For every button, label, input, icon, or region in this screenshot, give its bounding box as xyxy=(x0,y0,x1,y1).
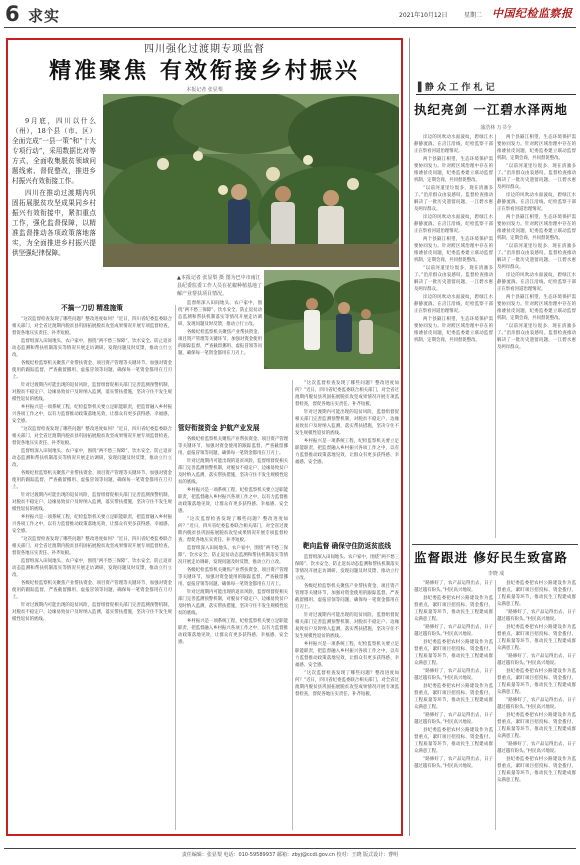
body-paragraph: 针对过渡期内可能出现的返贫风险，监督组督促相关部门完善监测预警机制，对脱贫不稳定户、边缘易致贫户及时纳入监测，落实帮扶措施，坚决守住不发生规模性返贫的底线。 xyxy=(178,590,288,616)
body-paragraph: 各级纪检监察机关聚焦产业帮扶资金、项目资产管理等关键环节，加强对资金使用的跟踪监督，严查截留挪用、虚报冒领等问题，确保每一笔资金都用在刀刃上。 xyxy=(178,568,288,587)
body-paragraph: 针对过渡期内可能出现的返贫风险，监督组督促相关部门完善监测预警机制，对脱贫不稳定户、边缘易致贫户及时纳入监测，落实帮扶措施，坚决守住不发生规模性返贫的底线。 xyxy=(12,603,172,622)
body-paragraph: “这次监督检查发现了哪些问题？整改进度如何？”近日，四川省纪委监委联合相关部门，对全省过渡期内脱贫县巩固拓展脱贫攻坚成果情况开展专项监督检查，督促各地压实责任、补齐短板。 xyxy=(12,537,172,556)
section-title-left: 不搞一刀切 精准施策 xyxy=(61,304,123,312)
feature-byline: 本报记者 张显梨 xyxy=(186,87,223,93)
body-paragraph: “以前河道里垃圾多，现在清澈多了。”沿岸群众由衷感叹。监督检查推动解决了一批历史遗留问题，一江碧水惠及两岸群众。 xyxy=(414,186,493,212)
body-paragraph: 两个县隔江相望，生态环境保护需要协同发力。针对跨区域治理中存在的推诿扯皮问题，纪委监委建立联动监督机制，定期会商，共同督促整改。 xyxy=(414,237,493,263)
right-article-2-headline[interactable]: 监督跟进 修好民生致富路 xyxy=(414,550,568,565)
right-article-2-body-cont xyxy=(497,580,576,830)
body-column-4 xyxy=(295,380,399,538)
body-paragraph: 两个县隔江相望，生态环境保护需要协同发力。针对跨区域治理中存在的推诿扯皮问题，纪委监委建立联动监督机制，定期会商，共同督促整改。 xyxy=(497,295,576,321)
right-article-1-body xyxy=(414,134,493,538)
body-paragraph: “路修好了，农产品运得出去，日子越过越有盼头。”村民高兴地说。 xyxy=(497,654,576,666)
body-paragraph: 乡村振兴是一项系统工程，纪检监察机关要立足职能职责，把监督融入乡村振兴各项工作之中，以有力监督推动政策落地见效，让群众有更多获得感、幸福感、安全感。 xyxy=(178,619,288,645)
body-column-1 xyxy=(12,316,172,831)
feature-main-photo[interactable] xyxy=(103,94,399,267)
feature-sub-photo[interactable] xyxy=(264,270,400,369)
body-paragraph: “这次监督检查发现了哪些问题？整改进度如何？”近日，四川省纪委监委联合相关部门，对全省过渡期内脱贫县巩固拓展脱贫攻坚成果情况开展专项监督检查，督促各地压实责任、补齐短板。 xyxy=(295,381,399,407)
body-paragraph: “路修好了，农产品运得出去，日子越过越有盼头。”村民高兴地说。 xyxy=(497,698,576,710)
body-paragraph: “路修好了，农产品运得出去，日子越过越有盼头。”村民高兴地说。 xyxy=(414,625,493,637)
column-divider xyxy=(292,380,293,830)
right-article-1-headline[interactable]: 执纪亮剑 一江碧水泽两地 xyxy=(414,102,568,117)
body-paragraph: 岸边的风吹动水面波纹，碧绿江水静静流淌。在涪江沿线，纪检监察干部正在察看河道治理情况。 xyxy=(414,135,493,154)
body-paragraph: “以前河道里垃圾多，现在清澈多了。”沿岸群众由衷感叹。监督检查推动解决了一批历史遗留问题，一江碧水惠及两岸群众。 xyxy=(497,324,576,350)
body-paragraph: 两个县隔江相望，生态环境保护需要协同发力。针对跨区域治理中存在的推诿扯皮问题，纪委监委建立联动监督机制，定期会商，共同督促整改。 xyxy=(497,215,576,241)
body-paragraph: 各级纪检监察机关聚焦产业帮扶资金、项目资产管理等关键环节，加强对资金使用的跟踪监督，严查截留挪用、虚报冒领等问题，确保每一笔资金都用在刀刃上。 xyxy=(12,471,172,490)
body-paragraph: 岸边的风吹动水面波纹，碧绿江水静静流淌。在涪江沿线，纪检监察干部正在察看河道治理情况。 xyxy=(497,193,576,212)
body-paragraph: 县纪委监委把农村公路建设作为监督重点，紧盯项目招投标、资金拨付、工程质量等环节，推动民生工程建成群众满意工程。 xyxy=(414,640,493,666)
section-title-2: 管好衔接资金 护航产业发展 xyxy=(178,424,260,432)
body-paragraph: 两个县隔江相望，生态环境保护需要协同发力。针对跨区域治理中存在的推诿扯皮问题，纪委监委建立联动监督机制，定期会商，共同督促整改。 xyxy=(414,157,493,183)
body-column-5 xyxy=(295,554,399,830)
page-header xyxy=(0,0,580,30)
body-paragraph: “路修好了，农产品运得出去，日子越过越有盼头。”村民高兴地说。 xyxy=(414,713,493,725)
body-paragraph: 县纪委监委把农村公路建设作为监督重点，紧盯项目招投标、资金拨付、工程质量等环节，推动民生工程建成群众满意工程。 xyxy=(414,728,493,754)
body-paragraph: 各级纪检监察机关聚焦产业帮扶资金、项目资产管理等关键环节，加强对资金使用的跟踪监督，严查截留挪用、虚报冒领等问题，确保每一笔资金都用在刀刃上。 xyxy=(12,361,172,380)
orchard-photo xyxy=(103,94,399,267)
body-paragraph: 县纪委监委把农村公路建设作为监督重点，紧盯项目招投标、资金拨付、工程质量等环节，推动民生工程建成群众满意工程。 xyxy=(497,669,576,695)
body-paragraph: 岸边的风吹动水面波纹，碧绿江水静静流淌。在涪江沿线，纪检监察干部正在察看河道治理情况。 xyxy=(414,215,493,234)
body-paragraph: 针对过渡期内可能出现的返贫风险，监督组督促相关部门完善监测预警机制，对脱贫不稳定户、边缘易致贫户及时纳入监测，落实帮扶措施，坚决守住不发生规模性返贫的底线。 xyxy=(295,613,399,639)
feature-lead xyxy=(12,116,96,258)
body-paragraph: 各级纪检监察机关聚焦产业帮扶资金、项目资产管理等关键环节，加强对资金使用的跟踪监督，严查截留挪用、虚报冒领等问题，确保每一笔资金都用在刀刃上。 xyxy=(12,581,172,600)
body-paragraph: “这次监督检查发现了哪些问题？整改进度如何？”近日，四川省纪委监委联合相关部门，对全省过渡期内脱贫县巩固拓展脱贫攻坚成果情况开展专项监督检查，督促各地压实责任、补齐短板。 xyxy=(295,671,399,697)
body-paragraph: 各级纪检监察机关聚焦产业帮扶资金、项目资产管理等关键环节，加强对资金使用的跟踪监督，严查截留挪用、虚报冒领等问题，确保每一笔资金都用在刀刃上。 xyxy=(295,584,399,610)
body-paragraph: “路修好了，农产品运得出去，日子越过越有盼头。”村民高兴地说。 xyxy=(497,610,576,622)
body-paragraph: “以前河道里垃圾多，现在清澈多了。”沿岸群众由衷感叹。监督检查推动解决了一批历史遗留问题，一江碧水惠及两岸群众。 xyxy=(414,266,493,292)
right-article-2-body xyxy=(414,580,493,830)
issue-date: 2021年10月12日 xyxy=(399,12,448,19)
body-paragraph: 县纪委监委把农村公路建设作为监督重点，紧盯项目招投标、资金拨付、工程质量等环节，推动民生工程建成群众满意工程。 xyxy=(497,581,576,607)
section-title-3: 靶向监督 确保守住防返贫底线 xyxy=(302,542,391,550)
page-number: 6 xyxy=(5,2,20,26)
body-paragraph: 针对过渡期内可能出现的返贫风险，监督组督促相关部门完善监测预警机制，对脱贫不稳定户、边缘易致贫户及时纳入监测，落实帮扶措施，坚决守住不发生规模性返贫的底线。 xyxy=(12,383,172,402)
body-paragraph: 两个县隔江相望，生态环境保护需要协同发力。针对跨区域治理中存在的推诿扯皮问题，纪委监委建立联动监督机制，定期会商，共同督促整改。 xyxy=(414,317,493,343)
column-label-rule xyxy=(416,94,576,95)
body-paragraph: “这次监督检查发现了哪些问题？整改进度如何？”近日，四川省纪委监委联合相关部门，对全省过渡期内脱贫县巩固拓展脱贫攻坚成果情况开展专项监督检查，督促各地压实责任、补齐短板。 xyxy=(178,517,288,543)
body-paragraph: 两个县隔江相望，生态环境保护需要协同发力。针对跨区域治理中存在的推诿扯皮问题，纪委监委建立联动监督机制，定期会商，共同督促整改。 xyxy=(497,135,576,161)
body-paragraph: 针对过渡期内可能出现的返贫风险，监督组督促相关部门完善监测预警机制，对脱贫不稳定户、边缘易致贫户及时纳入监测，落实帮扶措施，坚决守住不发生规模性返贫的底线。 xyxy=(178,459,288,485)
body-paragraph: 监督组深入田间地头、农户家中，围绕“两不愁三保障”、饮水安全、防止返贫动态监测和帮扶机制落实等情况开展走访调研，发现问题及时反馈，推动立行立改。 xyxy=(12,339,172,358)
body-paragraph: “路修好了，农产品运得出去，日子越过越有盼头。”村民高兴地说。 xyxy=(414,581,493,593)
right-article-1-body-cont xyxy=(497,134,576,538)
body-paragraph: 县纪委监委把农村公路建设作为监督重点，紧盯项目招投标、资金拨付、工程质量等环节，推动民生工程建成群众满意工程。 xyxy=(497,757,576,783)
body-paragraph: “路修好了，农产品运得出去，日子越过越有盼头。”村民高兴地说。 xyxy=(497,742,576,754)
feature-headline[interactable]: 精准聚焦 有效衔接乡村振兴 xyxy=(49,58,360,84)
body-paragraph: 监督组深入田间地头、农户家中，围绕“两不愁三保障”、饮水安全、防止返贫动态监测和帮扶机制落实等情况开展走访调研，发现问题及时反馈，推动立行立改。 xyxy=(178,301,262,327)
column-divider xyxy=(495,134,496,538)
body-paragraph: 针对过渡期内可能出现的返贫风险，监督组督促相关部门完善监测预警机制，对脱贫不稳定户、边缘易致贫户及时纳入监测，落实帮扶措施，坚决守住不发生规模性返贫的底线。 xyxy=(12,493,172,512)
sub-photo-caption: ▲本报记者 张显梨 摄 图为巴中市南江县纪委监委工作人员在花椒种植基地了解产业帮扶项目情况。 xyxy=(177,275,263,297)
lead-paragraph: 9月底，四川以什么（州），18个县（市、区）全面完成“一县一策”和“十大专项行动”，采用数据比对等方式，全面收集脱贫领域问题线索、督促整改，推进乡村振兴有效衔接工作。 xyxy=(12,117,96,185)
issue-weekday: 星期二 xyxy=(464,12,483,19)
body-paragraph: 监督组深入田间地头、农户家中，围绕“两不愁三保障”、饮水安全、防止返贫动态监测和帮扶机制落实等情况开展走访调研，发现问题及时反馈，推动立行立改。 xyxy=(12,449,172,468)
body-paragraph: 县纪委监委把农村公路建设作为监督重点，紧盯项目招投标、资金拨付、工程质量等环节，推动民生工程建成群众满意工程。 xyxy=(497,713,576,739)
body-column-2 xyxy=(178,300,262,418)
body-paragraph: “路修好了，农产品运得出去，日子越过越有盼头。”村民高兴地说。 xyxy=(414,757,493,769)
body-paragraph: 乡村振兴是一项系统工程，纪检监察机关要立足职能职责，把监督融入乡村振兴各项工作之中，以有力监督推动政策落地见效，让群众有更多获得感、幸福感、安全感。 xyxy=(12,515,172,534)
body-paragraph: 乡村振兴是一项系统工程，纪检监察机关要立足职能职责，把监督融入乡村振兴各项工作之中，以有力监督推动政策落地见效，让群众有更多获得感、幸福感、安全感。 xyxy=(295,642,399,668)
column-divider xyxy=(495,580,496,830)
body-paragraph: 监督组深入田间地头、农户家中，围绕“两不愁三保障”、饮水安全、防止返贫动态监测和帮扶机制落实等情况开展走访调研，发现问题及时反馈，推动立行立改。 xyxy=(295,555,399,581)
right-article-1-byline: 蒲浩林 万书全 xyxy=(480,125,512,131)
body-paragraph: “以前河道里垃圾多，现在清澈多了。”沿岸群众由衷感叹。监督检查推动解决了一批历史遗留问题，一江碧水惠及两岸群众。 xyxy=(497,244,576,270)
masthead-logo[interactable]: 中国纪检监察报 xyxy=(492,7,573,20)
body-column-3 xyxy=(178,436,288,830)
body-paragraph: 各级纪检监察机关聚焦产业帮扶资金、项目资产管理等关键环节，加强对资金使用的跟踪监督，严查截留挪用、虚报冒领等问题，确保每一笔资金都用在刀刃上。 xyxy=(178,437,288,456)
right-article-2-byline: 李晓 成 xyxy=(487,571,505,577)
body-paragraph: 县纪委监委把农村公路建设作为监督重点，紧盯项目招投标、资金拨付、工程质量等环节，推动民生工程建成群众满意工程。 xyxy=(414,596,493,622)
header-divider xyxy=(4,27,576,28)
body-paragraph: “这次监督检查发现了哪些问题？整改进度如何？”近日，四川省纪委监委联合相关部门，对全省过渡期内脱贫县巩固拓展脱贫攻坚成果情况开展专项监督检查，督促各地压实责任、补齐短板。 xyxy=(12,317,172,336)
right-column-divider xyxy=(409,38,410,836)
body-paragraph: “以前河道里垃圾多，现在清澈多了。”沿岸群众由衷感叹。监督检查推动解决了一批历史遗留问题，一江碧水惠及两岸群众。 xyxy=(497,164,576,190)
body-paragraph: 乡村振兴是一项系统工程，纪检监察机关要立足职能职责，把监督融入乡村振兴各项工作之中，以有力监督推动政策落地见效，让群众有更多获得感、幸福感、安全感。 xyxy=(12,405,172,424)
body-paragraph: 岸边的风吹动水面波纹，碧绿江水静静流淌。在涪江沿线，纪检监察干部正在察看河道治理情况。 xyxy=(414,295,493,314)
body-paragraph: 监督组深入田间地头、农户家中，围绕“两不愁三保障”、饮水安全、防止返贫动态监测和帮扶机制落实等情况开展走访调研，发现问题及时反馈，推动立行立改。 xyxy=(12,559,172,578)
column-divider xyxy=(175,305,176,830)
body-paragraph: 乡村振兴是一项系统工程，纪检监察机关要立足职能职责，把监督融入乡村振兴各项工作之中，以有力监督推动政策落地见效，让群众有更多获得感、幸福感、安全感。 xyxy=(295,439,399,465)
body-paragraph: 各级纪检监察机关聚焦产业帮扶资金、项目资产管理等关键环节，加强对资金使用的跟踪监督，严查截留挪用、虚报冒领等问题，确保每一笔资金都用在刀刃上。 xyxy=(178,330,262,356)
lead-paragraph: 四川在推动过渡期内巩固拓展脱贫攻坚成果同乡村振兴有效衔接中，紧扣重点工作，强化监督保障，以精准监督推动各项政策落地落实，为全面推进乡村振兴提供坚强纪律保障。 xyxy=(12,189,96,257)
right-section-divider xyxy=(412,544,578,545)
body-paragraph: 县纪委监委把农村公路建设作为监督重点，紧盯项目招投标、资金拨付、工程质量等环节，推动民生工程建成群众满意工程。 xyxy=(497,625,576,651)
page-footer: 责任编辑：张显梨 电话：010-59589937 邮箱：zbyj@ccdi.gov.cn 校对：王晓 版式设计：曹明 xyxy=(181,852,399,858)
body-paragraph: “这次监督检查发现了哪些问题？整改进度如何？”近日，四川省纪委监委联合相关部门，对全省过渡期内脱贫县巩固拓展脱贫攻坚成果情况开展专项监督检查，督促各地压实责任、补齐短板。 xyxy=(12,427,172,446)
body-paragraph: 岸边的风吹动水面波纹，碧绿江水静静流淌。在涪江沿线，纪检监察干部正在察看河道治理情况。 xyxy=(497,273,576,292)
body-paragraph: “路修好了，农产品运得出去，日子越过越有盼头。”村民高兴地说。 xyxy=(414,669,493,681)
body-paragraph: 针对过渡期内可能出现的返贫风险，监督组督促相关部门完善监测预警机制，对脱贫不稳定户、边缘易致贫户及时纳入监测，落实帮扶措施，坚决守住不发生规模性返贫的底线。 xyxy=(295,410,399,436)
body-paragraph: 监督组深入田间地头、农户家中，围绕“两不愁三保障”、饮水安全、防止返贫动态监测和帮扶机制落实等情况开展走访调研，发现问题及时反馈，推动立行立改。 xyxy=(178,546,288,565)
feature-kicker: 四川强化过渡期专项监督 xyxy=(144,44,265,55)
body-paragraph: 乡村振兴是一项系统工程，纪检监察机关要立足职能职责，把监督融入乡村振兴各项工作之中，以有力监督推动政策落地见效，让群众有更多获得感、幸福感、安全感。 xyxy=(178,488,288,514)
body-paragraph: 县纪委监委把农村公路建设作为监督重点，紧盯项目招投标、资金拨付、工程质量等环节，推动民生工程建成群众满意工程。 xyxy=(414,684,493,710)
field-inspection-photo xyxy=(264,270,400,369)
footer-divider xyxy=(4,848,576,849)
page-section-name: 求实 xyxy=(28,7,61,25)
column-label: ▌静 众 工 作 札 记 xyxy=(418,83,495,93)
